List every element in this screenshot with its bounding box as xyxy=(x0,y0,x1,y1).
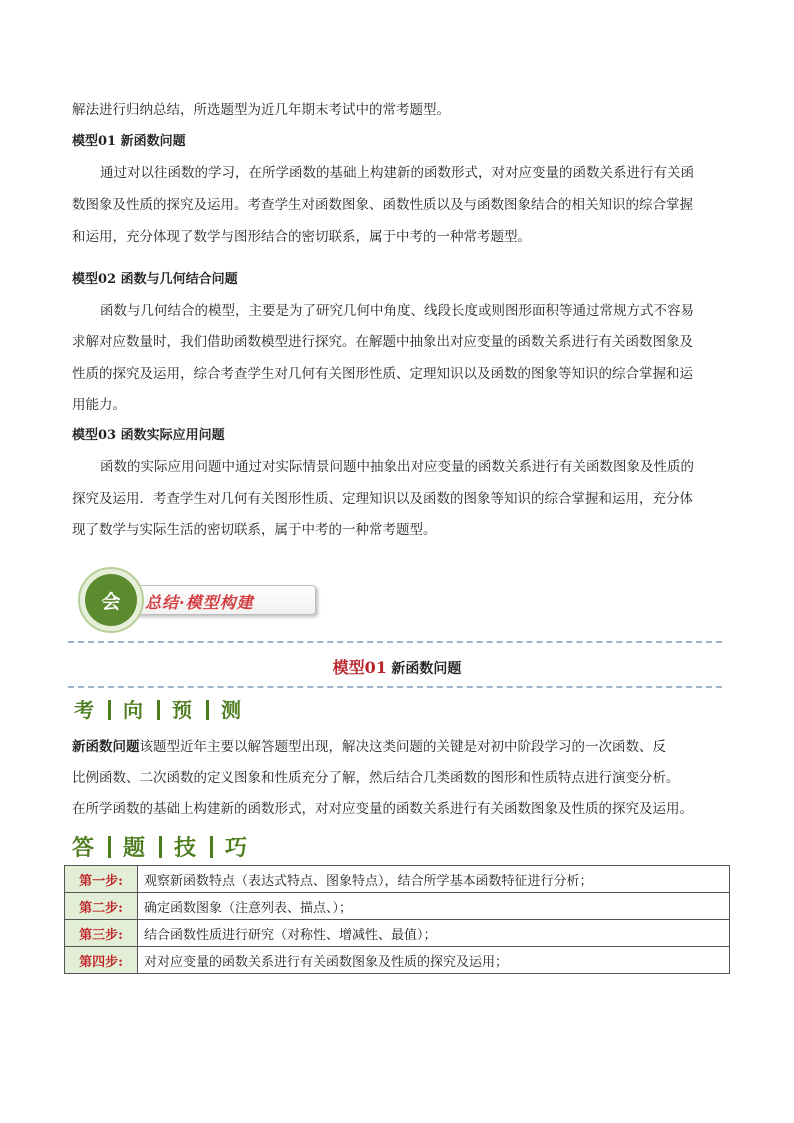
tips-char: 巧 xyxy=(225,835,250,861)
step-label: 第二步: xyxy=(65,893,138,920)
badge-circle-char: 会 xyxy=(85,574,137,626)
forecast-para-line: 在所学函数的基础上构建新的函数形式，对对应变量的函数关系进行有关函数图象及性质的探究及运用。 xyxy=(72,801,693,817)
model02-para-line: 用能力。 xyxy=(72,397,126,413)
divider-top xyxy=(68,641,722,643)
model01-heading: 模型01 新函数问题 xyxy=(72,134,186,149)
section-badge xyxy=(78,567,318,631)
forecast-para-line xyxy=(72,737,728,757)
separator-bar xyxy=(210,836,213,858)
tips-char: 答 xyxy=(72,835,97,861)
answer-tips-heading xyxy=(72,831,249,862)
forecast-lead: 新函数问题 xyxy=(72,739,140,755)
model02-heading: 模型02 函数与几何结合问题 xyxy=(72,272,238,287)
step-text: 确定函数图象（注意列表、描点、）； xyxy=(138,893,730,920)
steps-table xyxy=(64,865,730,974)
table-row xyxy=(65,920,730,947)
forecast-para-line: 比例函数、二次函数的定义图象和性质充分了解，然后结合几类函数的图形和性质特点进行演变分析。 xyxy=(72,770,680,786)
section-banner xyxy=(118,585,316,615)
tips-char: 技 xyxy=(174,835,199,861)
separator-bar xyxy=(206,700,209,720)
step-text: 对对应变量的函数关系进行有关函数图象及性质的探究及运用； xyxy=(138,947,730,974)
model01-para-line: 数图象及性质的探究及运用。考查学生对函数图象、函数性质以及与函数图象结合的相关知识的综合掌握 xyxy=(72,197,693,213)
step-label: 第一步: xyxy=(65,866,138,893)
step-text: 观察新函数特点（表达式特点、图象特点），结合所学基本函数特征进行分析； xyxy=(138,866,730,893)
table-row xyxy=(65,866,730,893)
model-title-prefix: 模型 xyxy=(332,658,365,677)
divider-bottom xyxy=(68,686,722,688)
exam-forecast-heading xyxy=(74,694,243,723)
model02-para-line: 求解对应数量时，我们借助函数模型进行探究。在解题中抽象出对应变量的函数关系进行有关函数图象及 xyxy=(72,334,693,350)
forecast-char: 考 xyxy=(74,698,96,722)
forecast-text: 该题型近年主要以解答题型出现，解决这类问题的关键是对初中阶段学习的一次函数、反 xyxy=(139,739,666,755)
model03-para-line: 探究及运用．考查学生对几何有关图形性质、定理知识以及函数的图象等知识的综合掌握和运用，充分体 xyxy=(72,491,693,507)
model02-para-line: 性质的探究及运用，综合考查学生对几何有关图形性质、定理知识以及函数的图象等知识的综合掌握和运 xyxy=(72,366,693,382)
separator-bar xyxy=(108,700,111,720)
forecast-char: 测 xyxy=(221,698,243,722)
model03-heading: 模型03 函数实际应用问题 xyxy=(72,428,225,443)
separator-bar xyxy=(108,836,111,858)
model-title-name: 新函数问题 xyxy=(391,661,462,677)
tips-char: 题 xyxy=(123,835,148,861)
badge-circle xyxy=(78,567,144,633)
model-title xyxy=(0,655,794,678)
table-row xyxy=(65,893,730,920)
forecast-char: 预 xyxy=(172,698,194,722)
separator-bar xyxy=(157,700,160,720)
model02-para-line: 函数与几何结合的模型，主要是为了研究几何中角度、线段长度或则图形面积等通过常规方式不容易 xyxy=(100,303,694,319)
table-row xyxy=(65,947,730,974)
section-banner-text: 总结·模型构建 xyxy=(145,593,254,612)
step-text: 结合函数性质进行研究（对称性、增减性、最值）； xyxy=(138,920,730,947)
model-title-number: 01 xyxy=(364,658,387,677)
forecast-char: 向 xyxy=(123,698,145,722)
model03-para-line: 函数的实际应用问题中通过对实际情景问题中抽象出对应变量的函数关系进行有关函数图象及性质的 xyxy=(100,459,694,475)
model03-para-line: 现了数学与实际生活的密切联系，属于中考的一种常考题型。 xyxy=(72,522,437,538)
model01-para-line: 和运用，充分体现了数学与图形结合的密切联系，属于中考的一种常考题型。 xyxy=(72,229,531,245)
step-label: 第四步: xyxy=(65,947,138,974)
intro-line: 解法进行归纳总结，所选题型为近几年期末考试中的常考题型。 xyxy=(72,102,450,118)
separator-bar xyxy=(159,836,162,858)
step-label: 第三步: xyxy=(65,920,138,947)
model01-para-line: 通过对以往函数的学习，在所学函数的基础上构建新的函数形式，对对应变量的函数关系进行有关函 xyxy=(100,165,694,181)
